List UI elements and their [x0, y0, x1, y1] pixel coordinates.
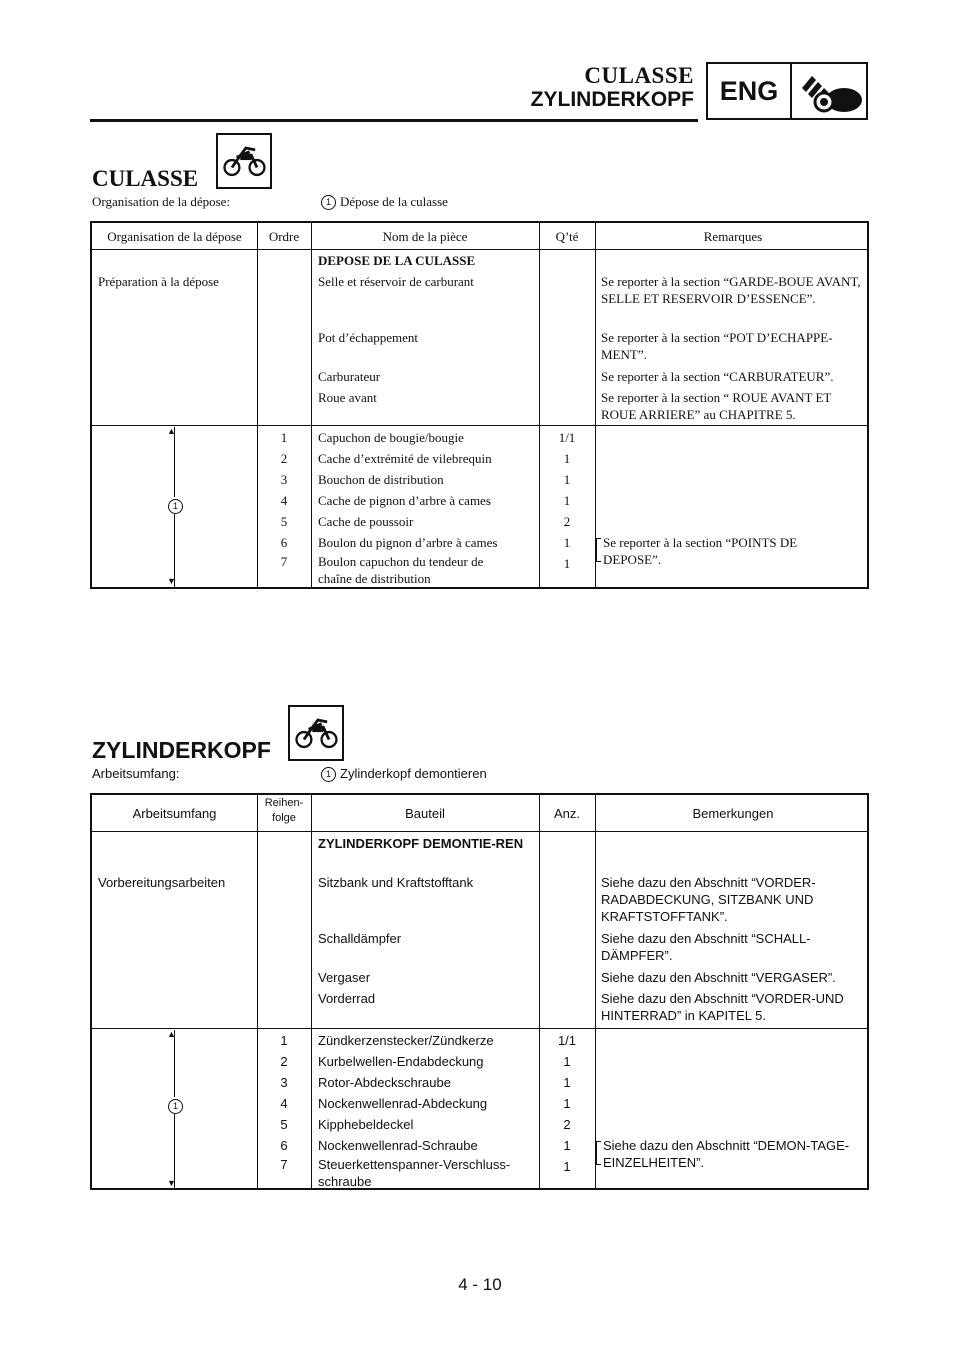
col-header: Q’té [555, 229, 579, 244]
removal-table-de: Arbeitsumfang Reihen-folge Bauteil Anz. Bemerkungen ZYLINDERKOPF DEMONTIE-REN Vorbereitungsarbeiten Sitzbank und Kraftstofftank Siehe dazu den Abschnitt “VORDER-RADABDECKUNG, SITZBANK UND KRAFTSTOFFTANK”. Schalldämpfer Siehe dazu den Abschnitt “SCHALL-DÄMPFER”. Vergaser Siehe dazu den Abschnitt “VERGASER”. Vorderrad Siehe dazu den Abschnitt “VORDER-UND HINTERRAD” in KAPITEL 5. ▲ ▼ 1 1 Zündkerzenstecker/Zündkerze 1/1 2 Kurbelwellen-Endabdeckung 1 3 Rotor-Abdeckschraube 1 4 Nockenwellenrad-Abdeckung 1 5 Kipphebeldeckel 2 6 Nockenwellenrad-Schraube 1 7 Steuerkettenspanner-Verschluss-schraube 1 Siehe dazu den Abschnitt “DEMON-TAGE-EINZELHEITEN”. [90, 793, 869, 1190]
part-name: Nockenwellenrad-Schraube [318, 1138, 478, 1153]
part-order: 4 [280, 1096, 288, 1111]
part-order: 5 [280, 1117, 288, 1132]
prep-remark: Siehe dazu den Abschnitt “VORDER-UND HINTERRAD” in KAPITEL 5. [601, 991, 844, 1023]
prep-item: Vorderrad [318, 991, 376, 1006]
prep-item: Sitzbank und Kraftstofftank [318, 875, 474, 890]
part-qty: 1/1 [557, 1033, 577, 1048]
parts-remark: Siehe dazu den Abschnitt “DEMON-TAGE-EINZELHEITEN”. [603, 1138, 850, 1170]
prep-item: Vergaser [318, 970, 371, 985]
group-heading: DEPOSE DE LA CULASSE [318, 253, 476, 268]
part-qty: 1 [563, 1054, 571, 1069]
circle-marker: 1 [321, 195, 336, 210]
prep-item: Selle et réservoir de carburant [318, 274, 474, 289]
part-order: 7 [280, 1157, 288, 1172]
header-rule [90, 119, 698, 122]
removal-table-fr: Organisation de la dépose Ordre Nom de la pièce Q’té Remarques DEPOSE DE LA CULASSE Préparation à la dépose Selle et réservoir de carburant Se reporter à la section “GARDE-BOUE AVANT, SELLE ET RESERVOIR D’ESSENCE”. Pot d’échappement Se reporter à la section “POT D’ECHAPPE-MENT”. Carburateur Se reporter à la section “CARBURATEUR”. Roue avant Se reporter à la section “ ROUE AVANT ET ROUE ARRIERE” au CHAPITRE 5. ▲ ▼ 1 1 Capuchon de bougie/bougie 1/1 2 Cache d’extrémité de vilebrequin 1 3 Bouchon de distribution 1 4 Cache de pignon d’arbre à cames 1 5 Cache de poussoir 2 6 Boulon du pignon d’arbre à cames 1 7 Boulon capuchon du tendeur de chaîne de distribution 1 Se reporter à la section “POINTS DE DEPOSE”. [90, 221, 869, 589]
prep-item: Carburateur [318, 369, 381, 384]
part-name: Zündkerzenstecker/Zündkerze [318, 1033, 494, 1048]
prep-remark: Se reporter à la section “POT D’ECHAPPE-MENT”. [601, 330, 833, 362]
section-title-de: ZYLINDERKOPF [92, 737, 271, 763]
header-title-fr: CULASSE [584, 63, 694, 88]
col-header: Nom de la pièce [382, 229, 468, 244]
scope-value: Dépose de la culasse [340, 194, 448, 209]
part-name: Rotor-Abdeckschraube [318, 1075, 451, 1090]
remark-bracket [596, 538, 601, 562]
prep-item: Pot d’échappement [318, 330, 418, 345]
part-order: 6 [280, 535, 288, 550]
part-order: 7 [280, 554, 288, 569]
header-title-de: ZYLINDERKOPF [530, 88, 694, 111]
scope-text-fr [321, 194, 448, 210]
col-header: Reihen-folge [264, 797, 304, 824]
part-name: Kurbelwellen-Endabdeckung [318, 1054, 484, 1069]
part-order: 2 [280, 1054, 288, 1069]
prep-remark: Se reporter à la section “ ROUE AVANT ET ROUE ARRIERE” au CHAPITRE 5. [601, 390, 832, 422]
group-heading: ZYLINDERKOPF DEMONTIE-REN [318, 836, 524, 851]
col-header: Organisation de la dépose [107, 229, 242, 244]
engine-spring-icon [794, 66, 866, 116]
part-qty: 1 [563, 472, 571, 487]
part-name: Cache d’extrémité de vilebrequin [318, 451, 492, 466]
remark-bracket [596, 1141, 601, 1165]
part-name: Boulon capuchon du tendeur de chaîne de distribution [318, 554, 484, 586]
part-name: Capuchon de bougie/bougie [318, 430, 464, 445]
motorcycle-icon [216, 133, 272, 189]
part-qty: 2 [563, 514, 571, 529]
motorcycle-icon [288, 705, 344, 761]
part-order: 4 [280, 493, 288, 508]
scope-label-fr: Organisation de la dépose: [92, 194, 231, 209]
part-qty: 1 [563, 556, 571, 571]
circle-marker: 1 [321, 767, 336, 782]
part-name: Cache de poussoir [318, 514, 414, 529]
part-order: 3 [280, 472, 288, 487]
group-marker [168, 1097, 183, 1114]
part-name: Cache de pignon d’arbre à cames [318, 493, 491, 508]
part-order: 1 [280, 430, 288, 445]
prep-label: Vorbereitungsarbeiten [98, 875, 226, 890]
part-qty: 1 [563, 535, 571, 550]
circle-marker: 1 [168, 499, 183, 514]
prep-item: Roue avant [318, 390, 377, 405]
part-qty: 1 [563, 493, 571, 508]
page-number: 4 - 10 [458, 1275, 502, 1294]
part-qty: 2 [563, 1117, 571, 1132]
prep-remark: Siehe dazu den Abschnitt “VORDER-RADABDECKUNG, SITZBANK UND KRAFTSTOFFTANK”. [601, 875, 816, 924]
scope-value: Zylinderkopf demontieren [340, 766, 487, 781]
part-name: Kipphebeldeckel [318, 1117, 414, 1132]
prep-label: Préparation à la dépose [98, 274, 219, 289]
part-order: 3 [280, 1075, 288, 1090]
part-order: 1 [280, 1033, 288, 1048]
parts-remark: Se reporter à la section “POINTS DE DEPOSE”. [603, 535, 798, 567]
part-name: Boulon du pignon d’arbre à cames [318, 535, 498, 550]
part-name: Bouchon de distribution [318, 472, 444, 487]
prep-remark: Se reporter à la section “GARDE-BOUE AVANT, SELLE ET RESERVOIR D’ESSENCE”. [601, 274, 861, 306]
scope-label-de: Arbeitsumfang: [92, 766, 180, 781]
col-header: Bauteil [405, 806, 445, 821]
part-order: 6 [280, 1138, 288, 1153]
part-qty: 1 [563, 1159, 571, 1174]
section-badge [706, 62, 868, 120]
part-qty: 1 [563, 1075, 571, 1090]
scope-text-de [321, 766, 487, 782]
part-name: Steuerkettenspanner-Verschluss-schraube [318, 1157, 511, 1189]
part-order: 2 [280, 451, 288, 466]
part-order: 5 [280, 514, 288, 529]
col-header: Bemerkungen [692, 806, 774, 821]
part-qty: 1/1 [558, 430, 576, 445]
section-title-fr: CULASSE [92, 166, 199, 191]
prep-item: Schalldämpfer [318, 931, 402, 946]
part-qty: 1 [563, 1096, 571, 1111]
circle-marker: 1 [168, 1099, 183, 1114]
col-header: Ordre [268, 229, 300, 244]
part-qty: 1 [563, 451, 571, 466]
col-header: Anz. [553, 806, 580, 821]
col-header: Remarques [703, 229, 763, 244]
col-header: Arbeitsumfang [132, 806, 217, 821]
prep-remark: Siehe dazu den Abschnitt “VERGASER”. [601, 970, 836, 985]
part-qty: 1 [563, 1138, 571, 1153]
prep-remark: Siehe dazu den Abschnitt “SCHALL-DÄMPFER”. [601, 931, 811, 963]
prep-remark: Se reporter à la section “CARBURATEUR”. [601, 369, 834, 384]
section-badge-label: ENG [708, 64, 792, 118]
part-name: Nockenwellenrad-Abdeckung [318, 1096, 488, 1111]
group-marker [168, 497, 183, 514]
